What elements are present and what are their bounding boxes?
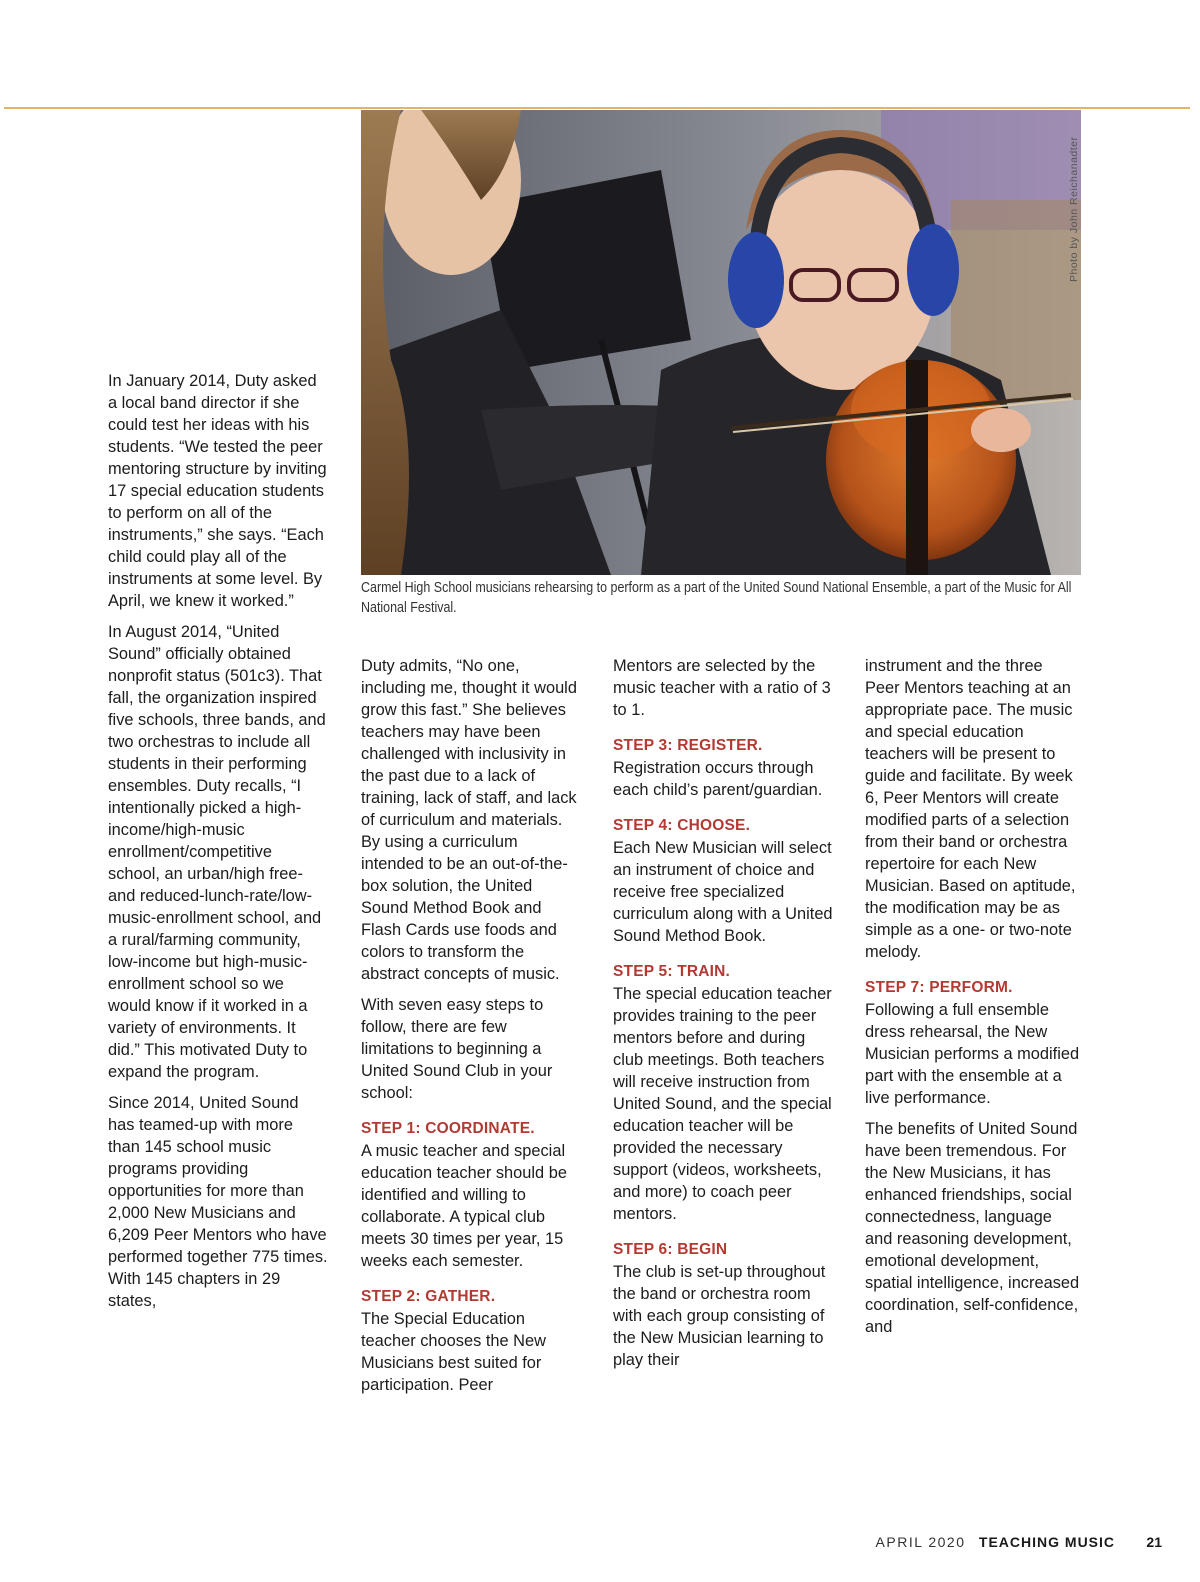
- paragraph: Duty admits, “No one, including me, thought it would grow this fast.” She believes teachers may have been challenged with inclusivity in the past due to a lack of training, lack of staff, and lack of curriculum and materials. By using a curriculum intended to be an out-of-the-box solution, the United Sound Method Book and Flash Cards use foods and colors to transform the abstract concepts of music.: [361, 657, 577, 983]
- column-1: [108, 370, 328, 1321]
- paragraph: With seven easy steps to follow, there are few limitations to beginning a United Sound Club in your school:: [361, 996, 553, 1102]
- magazine-name: TEACHING MUSIC: [978, 1534, 1116, 1550]
- step-6-heading: STEP 6: BEGIN: [613, 1241, 728, 1258]
- step-7-heading: STEP 7: PERFORM.: [865, 979, 1013, 996]
- step-5-heading: STEP 5: TRAIN.: [613, 963, 731, 980]
- photo-caption: Carmel High School musicians rehearsing to perform as a part of the United Sound National Ensemble, a part of the Music for All National Festival.: [361, 580, 1072, 616]
- step-3-text: Registration occurs through each child’s parent/guardian.: [613, 759, 823, 799]
- page-footer: [876, 1534, 1162, 1550]
- step-4-heading: STEP 4: CHOOSE.: [613, 817, 751, 834]
- step-3-heading: STEP 3: REGISTER.: [613, 737, 763, 754]
- step-2-text: The Special Education teacher chooses the New Musicians best suited for participation. Peer: [361, 1310, 546, 1394]
- step-5-text: The special education teacher provides training to the peer mentors before and during club meetings. Both teachers will receive instruction from United Sound, and the special education teacher will be provided the necessary support (videos, worksheets, and more) to coach peer mentors.: [613, 985, 832, 1223]
- column-3: [613, 655, 835, 1380]
- step-2-heading: STEP 2: GATHER.: [361, 1288, 496, 1305]
- paragraph: instrument and the three Peer Mentors teaching at an appropriate pace. The music and special education teachers will be present to guide and facilitate. By week 6, Peer Mentors will create modified parts of a selection from their band or orchestra repertoire for each New Musician. Based on aptitude, the modification may be as simple as a one- or two-note melody.: [865, 657, 1076, 961]
- top-rule: [4, 107, 1190, 109]
- column-4: [865, 655, 1080, 1347]
- step-4-text: Each New Musician will select an instrument of choice and receive free specialized curriculum along with a United Sound Method Book.: [613, 839, 833, 945]
- step-7-text: Following a full ensemble dress rehearsal, the New Musician performs a modified part with the ensemble at a live performance.: [865, 1001, 1080, 1107]
- photo-credit: Photo by John Reichanadter: [1068, 136, 1080, 282]
- article-photo: [361, 110, 1081, 575]
- column-2: [361, 655, 583, 1405]
- page-number: 21: [1146, 1534, 1162, 1550]
- issue-date: APRIL 2020: [875, 1534, 966, 1550]
- paragraph: Since 2014, United Sound has teamed-up with more than 145 school music programs providing opportunities for more than 2,000 New Musicians and 6,209 Peer Mentors who have performed together 775 times. With 145 chapters in 29 states,: [108, 1094, 328, 1310]
- step-1-heading: STEP 1: COORDINATE.: [361, 1120, 535, 1137]
- step-1-text: A music teacher and special education teacher should be identified and willing to collaborate. A typical club meets 30 times per year, 15 weeks each semester.: [361, 1142, 567, 1270]
- paragraph: Mentors are selected by the music teacher with a ratio of 3 to 1.: [613, 657, 831, 719]
- paragraph: In August 2014, “United Sound” officially obtained nonprofit status (501c3). That fall, the organization inspired five schools, three bands, and two orchestras to include all students in their performing ensembles. Duty recalls, “I intentionally picked a high-income/high-music enrollment/competitive school, an urban/high free- and reduced-lunch-rate/low-music-enrollment school, and a rural/farming community, low-income but high-music-enrollment school so we would know if it worked in a variety of environments. It did.” This motivated Duty to expand the program.: [108, 623, 326, 1081]
- paragraph: The benefits of United Sound have been tremendous. For the New Musicians, it has enhanced friendships, social connectedness, language and reasoning development, emotional development, spatial intelligence, increased coordination, self-confidence, and: [865, 1120, 1080, 1336]
- paragraph: In January 2014, Duty asked a local band director if she could test her ideas with his students. “We tested the peer mentoring structure by inviting 17 special education students to perform on all of the instruments,” she says. “Each child could play all of the instruments at some level. By April, we knew it worked.”: [108, 372, 327, 610]
- step-6-text: The club is set-up throughout the band or orchestra room with each group consisting of the New Musician learning to play their: [613, 1263, 826, 1369]
